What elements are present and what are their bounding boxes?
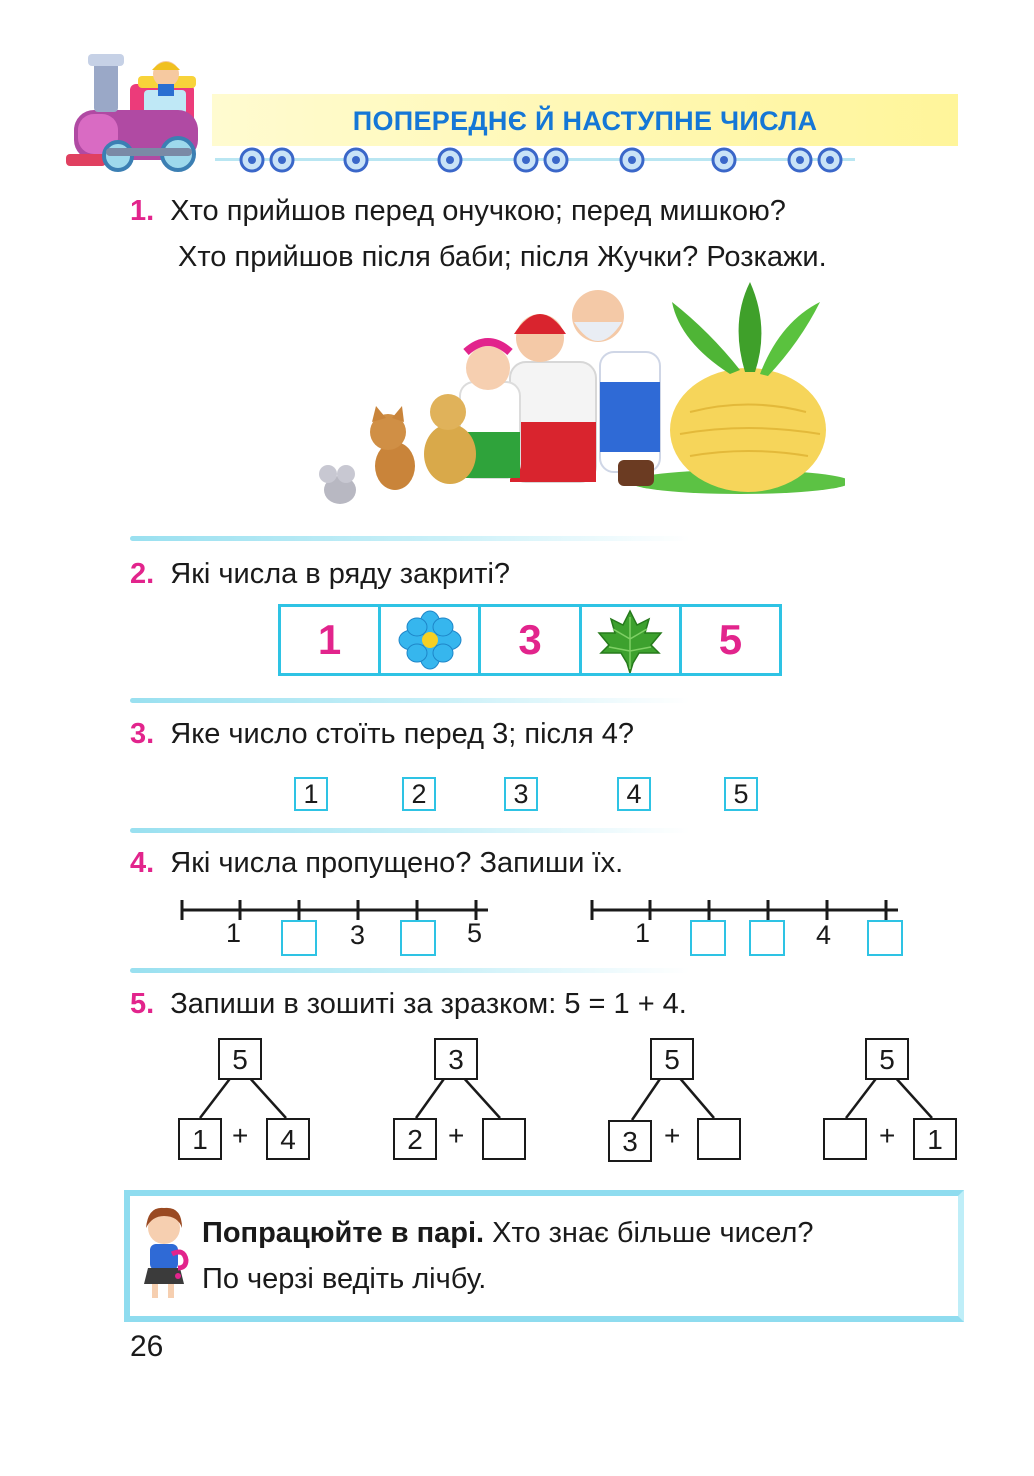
task3-line xyxy=(130,711,634,757)
task3-question: Яке число стоїть перед 3; після 4? xyxy=(170,718,634,750)
number-box-4: 4 xyxy=(617,777,651,811)
task2-number: 2. xyxy=(130,558,155,590)
separator-2 xyxy=(130,698,690,703)
line-a-label-3: 3 xyxy=(350,920,366,950)
tree-4-plus: + xyxy=(879,1120,896,1151)
train-illustration xyxy=(66,44,226,176)
line-b-empty-box-2[interactable] xyxy=(749,920,785,956)
line-b-empty-box-1[interactable] xyxy=(690,920,726,956)
tree-2-left: 2 xyxy=(393,1118,437,1160)
line-b-label-4: 4 xyxy=(816,920,832,950)
task2-line xyxy=(130,551,510,597)
number-line-a xyxy=(176,898,492,922)
tree-3-left: 3 xyxy=(608,1120,652,1162)
task5-number: 5. xyxy=(130,988,155,1020)
page-number: 26 xyxy=(130,1330,164,1363)
task1-number: 1. xyxy=(130,195,155,227)
tree-2-top: 3 xyxy=(434,1038,478,1080)
number-box-1: 1 xyxy=(294,777,328,811)
tree-3-plus: + xyxy=(664,1120,681,1151)
task4-line xyxy=(130,840,623,886)
row-cell-leaf xyxy=(582,607,682,673)
pair-line1 xyxy=(202,1210,814,1256)
tree-4-right: 1 xyxy=(913,1118,957,1160)
maple-leaf-icon xyxy=(593,607,667,673)
pair-question: Хто знає більше чисел? xyxy=(484,1217,814,1249)
line-a-empty-box-1[interactable] xyxy=(281,920,317,956)
tree-1-plus: + xyxy=(232,1120,249,1151)
task5-line xyxy=(130,981,687,1027)
tree-1-right: 4 xyxy=(266,1118,310,1160)
girl-icon xyxy=(138,1206,194,1306)
number-box-5: 5 xyxy=(724,777,758,811)
line-b-label-1: 1 xyxy=(635,918,651,948)
train-wheels xyxy=(230,144,860,176)
task4-number: 4. xyxy=(130,847,155,879)
tree-3-top: 5 xyxy=(650,1038,694,1080)
task2-question: Які числа в ряду закриті? xyxy=(170,558,511,590)
page-title: ПОПЕРЕДНЄ Й НАСТУПНЕ ЧИСЛА xyxy=(352,106,818,136)
flower-icon xyxy=(398,610,462,670)
row-cell-1: 1 xyxy=(281,607,381,673)
line-b-empty-box-3[interactable] xyxy=(867,920,903,956)
tree-4-top: 5 xyxy=(865,1038,909,1080)
task1-question1: Хто прийшов перед онучкою; перед мишкою? xyxy=(170,195,786,227)
row-cell-5: 5 xyxy=(718,616,743,663)
pair-line2: По черзі ведіть лічбу. xyxy=(202,1263,487,1295)
row-cell-flower xyxy=(381,607,481,673)
separator-4 xyxy=(130,968,690,973)
line-a-label-1: 1 xyxy=(226,918,242,948)
separator-3 xyxy=(130,828,690,833)
task4-question: Які числа пропущено? Запиши їх. xyxy=(170,847,624,879)
number-box-2: 2 xyxy=(402,777,436,811)
turnip-tale-illustration xyxy=(300,282,845,522)
task5-instruction: Запиши в зошиті за зразком: 5 = 1 + 4. xyxy=(170,988,687,1020)
number-line-b xyxy=(586,898,902,922)
row-cell-3: 3 xyxy=(481,607,581,673)
task1-question2: Хто прийшов після баби; після Жучки? Розкажи. xyxy=(178,241,827,273)
line-a-empty-box-2[interactable] xyxy=(400,920,436,956)
tree-4-left-empty[interactable] xyxy=(823,1118,867,1160)
tree-2-plus: + xyxy=(448,1120,465,1151)
number-row xyxy=(278,604,782,676)
pair-heading: Попрацюйте в парі. xyxy=(202,1217,485,1249)
task3-number: 3. xyxy=(130,718,155,750)
task1-line1 xyxy=(130,188,786,234)
number-box-3: 3 xyxy=(504,777,538,811)
tree-3-right-empty[interactable] xyxy=(697,1118,741,1160)
tree-1-left: 1 xyxy=(178,1118,222,1160)
separator-1 xyxy=(130,536,690,541)
tree-1-top: 5 xyxy=(218,1038,262,1080)
line-a-label-5: 5 xyxy=(467,918,483,948)
tree-2-right-empty[interactable] xyxy=(482,1118,526,1160)
